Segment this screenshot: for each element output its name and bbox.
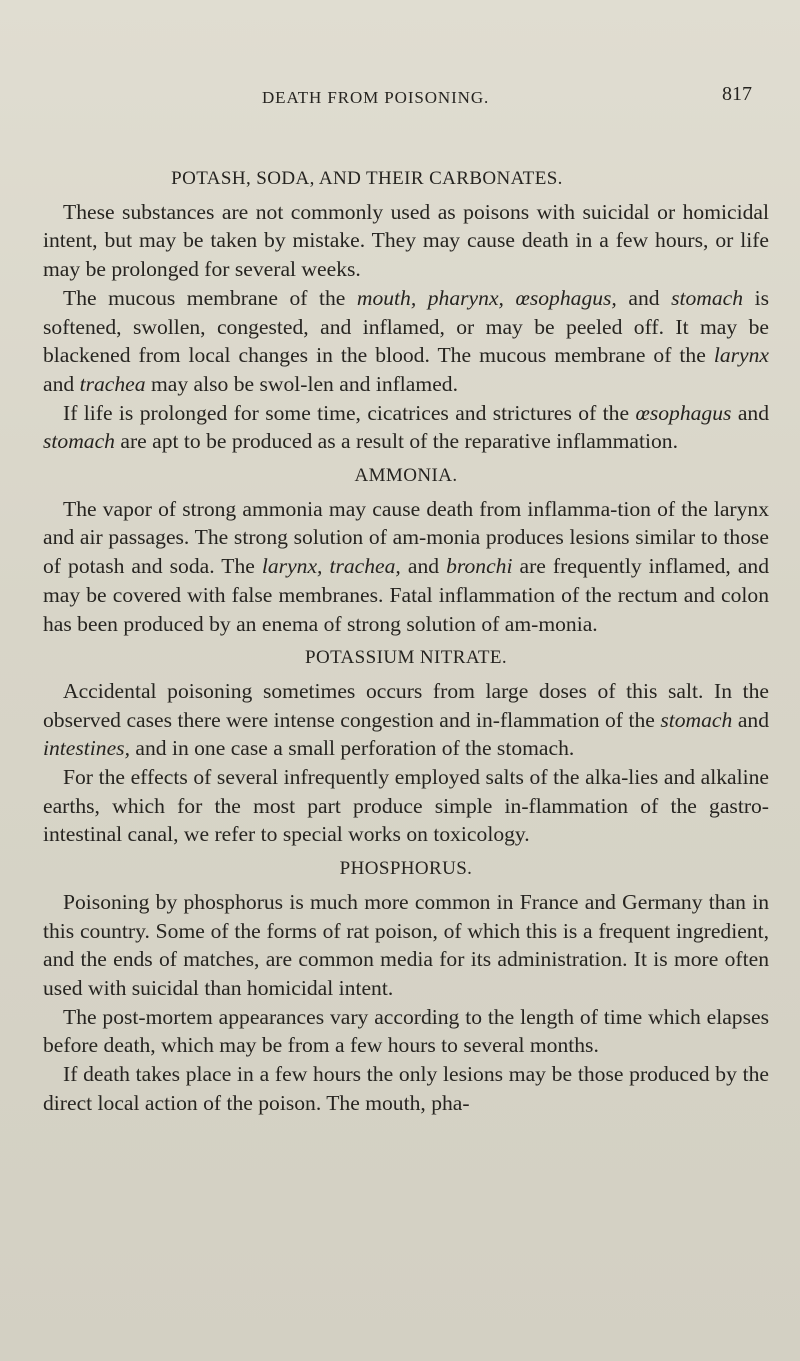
text-run: and (731, 400, 769, 425)
text-run: For the effects of several infrequently employed salts of the alka-lies and alkaline earths, which for the most part produce simple in-flammation of the gastro-intestinal canal, we refer to special works on toxicology. (43, 765, 769, 847)
paragraph (43, 1060, 769, 1117)
body-text (43, 165, 769, 1118)
italic-term: bronchi (446, 554, 513, 579)
text-run: and in one case a small perforation of the stomach. (129, 736, 575, 761)
running-title: DEATH FROM POISONING. (262, 88, 490, 107)
paragraph (43, 495, 769, 639)
italic-term: trachea (79, 371, 146, 396)
text-run: Poisoning by phosphorus is much more common in France and Germany than in this country. Some of the forms of rat poison, of which this is a frequent ingredient, and the ends of matches, are common media for its administration. It is more often used with suicidal than homicidal intent. (43, 889, 769, 1000)
section-heading: POTASSIUM NITRATE. (304, 647, 508, 669)
text-run: The post-mortem appearances vary according to the length of time which elapses before death, which may be from a few hours to several months. (43, 1004, 769, 1058)
paragraph (43, 888, 769, 1003)
text-run: are frequently inflamed, and may be covered with false membranes. Fatal inflammation of the rectum and colon has been produced by an enema of strong solution of am-monia. (43, 554, 770, 636)
paragraph (43, 284, 769, 399)
italic-term: œsophagus (635, 400, 732, 425)
text-run: The mucous membrane of the (63, 285, 357, 310)
paragraph (43, 763, 769, 849)
paragraph (43, 1003, 769, 1060)
text-run: These substances are not commonly used as poisons with suicidal or homicidal intent, but may be taken by mistake. They may cause death in a few hours, or life may be prolonged for several weeks. (43, 199, 769, 282)
text-run: are apt to be produced as a result of the reparative inflammation. (114, 429, 678, 454)
text-run: The vapor of strong ammonia may cause death from inflamma-tion of the larynx and air passages. The strong solution of am-monia produces lesions similar to those of potash and soda. The (43, 496, 769, 579)
paragraph (43, 677, 769, 763)
italic-term: stomach (660, 707, 733, 732)
italic-term: mouth, pharynx, œsophagus, (356, 285, 617, 310)
italic-term: stomach (671, 285, 744, 310)
italic-term: intestines, (43, 736, 130, 761)
italic-term: stomach (43, 429, 115, 454)
italic-term: larynx, trachea, (261, 554, 401, 579)
section-heading: POTASH, SODA, AND THEIR CARBONATES. (171, 168, 563, 189)
running-head (0, 83, 800, 118)
text-run: Accidental poisoning sometimes occurs from large doses of this salt. In the observed cases there were intense congestion and in-flammation of the (43, 678, 769, 732)
text-run: and (732, 707, 769, 732)
text-run: and (616, 285, 672, 310)
text-run: If death takes place in a few hours the only lesions may be those produced by the direct local action of the poison. The mouth, pha- (43, 1062, 769, 1115)
section-heading: AMMONIA. (354, 465, 458, 487)
text-run: and (43, 371, 80, 396)
italic-term: larynx (713, 343, 769, 368)
paragraph (43, 399, 769, 456)
text-run: and (400, 554, 447, 579)
page-number: 817 (722, 83, 752, 105)
text-run: may also be swol-len and inflamed. (145, 371, 458, 396)
paragraph (43, 198, 769, 284)
text-run: If life is prolonged for some time, cicatrices and strictures of the (63, 400, 636, 425)
text-run: is softened, swollen, congested, and inflamed, or may be peeled off. It may be blackened from local changes in the blood. The mucous membrane of the (43, 285, 769, 368)
section-heading: PHOSPHORUS. (339, 858, 473, 880)
